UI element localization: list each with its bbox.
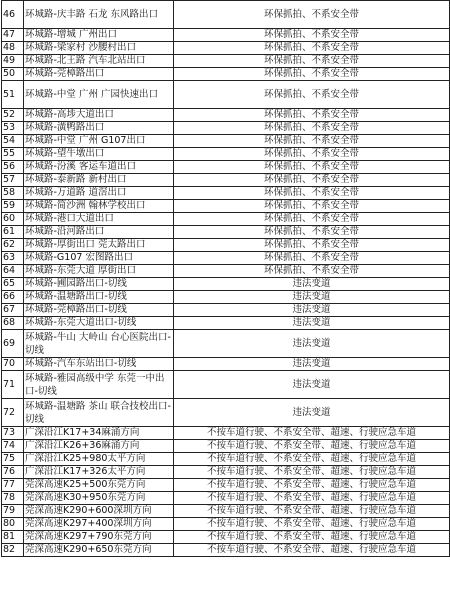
table-row bbox=[2, 68, 450, 81]
table-row bbox=[2, 466, 450, 479]
row-number-cell: 46 bbox=[2, 1, 24, 29]
row-number-cell: 58 bbox=[2, 187, 24, 200]
location-cell: 广深沿江K25+980太平方向 bbox=[24, 453, 174, 466]
violation-type-cell: 违法变道 bbox=[174, 330, 450, 358]
location-cell: 环城路-高埗大道出口 bbox=[24, 109, 174, 122]
location-cell: 环城路-汾溪 客运车道出口 bbox=[24, 161, 174, 174]
row-number-cell: 56 bbox=[2, 161, 24, 174]
location-cell: 环城路-望牛墩出口 bbox=[24, 148, 174, 161]
table-row bbox=[2, 55, 450, 68]
row-number-cell: 50 bbox=[2, 68, 24, 81]
table-row bbox=[2, 81, 450, 109]
violation-type-cell: 不按车道行驶、不系安全带、超速、行驶应急车道 bbox=[174, 427, 450, 440]
violation-type-cell: 环保抓拍、不系安全带 bbox=[174, 135, 450, 148]
table-row bbox=[2, 531, 450, 544]
violation-type-cell: 环保抓拍、不系安全带 bbox=[174, 265, 450, 278]
location-cell: 环城路-北王路 汽车北站出口 bbox=[24, 55, 174, 68]
table-row bbox=[2, 200, 450, 213]
violation-type-cell: 环保抓拍、不系安全带 bbox=[174, 122, 450, 135]
row-number-cell: 59 bbox=[2, 200, 24, 213]
row-number-cell: 70 bbox=[2, 358, 24, 371]
table-row bbox=[2, 291, 450, 304]
violation-type-cell: 环保抓拍、不系安全带 bbox=[174, 29, 450, 42]
table-row bbox=[2, 278, 450, 291]
row-number-cell: 81 bbox=[2, 531, 24, 544]
location-cell: 环城路-汽车东站出口-切线 bbox=[24, 358, 174, 371]
violation-type-cell: 环保抓拍、不系安全带 bbox=[174, 1, 450, 29]
violation-type-cell: 违法变道 bbox=[174, 317, 450, 330]
location-cell: 环城路-梁家村 沙腰村出口 bbox=[24, 42, 174, 55]
violation-type-cell: 环保抓拍、不系安全带 bbox=[174, 161, 450, 174]
location-cell: 环城路-厚街出口 莞太路出口 bbox=[24, 239, 174, 252]
row-number-cell: 47 bbox=[2, 29, 24, 42]
table-row bbox=[2, 122, 450, 135]
row-number-cell: 73 bbox=[2, 427, 24, 440]
row-number-cell: 61 bbox=[2, 226, 24, 239]
violation-type-cell: 违法变道 bbox=[174, 399, 450, 427]
violation-type-cell: 不按车道行驶、不系安全带、超速、行驶应急车道 bbox=[174, 440, 450, 453]
violation-type-cell: 环保抓拍、不系安全带 bbox=[174, 109, 450, 122]
violation-type-cell: 不按车道行驶、不系安全带、超速、行驶应急车道 bbox=[174, 453, 450, 466]
row-number-cell: 67 bbox=[2, 304, 24, 317]
row-number-cell: 75 bbox=[2, 453, 24, 466]
table-row bbox=[2, 187, 450, 200]
location-cell: 环城路-万道路 道滘出口 bbox=[24, 187, 174, 200]
table-row bbox=[2, 317, 450, 330]
table-row bbox=[2, 544, 450, 557]
location-cell: 环城路-增城 广州出口 bbox=[24, 29, 174, 42]
row-number-cell: 64 bbox=[2, 265, 24, 278]
location-cell: 环城路-庆丰路 石龙 东风路出口 bbox=[24, 1, 174, 29]
row-number-cell: 66 bbox=[2, 291, 24, 304]
location-cell: 环城路-中堂 广州 广园快速出口 bbox=[24, 81, 174, 109]
row-number-cell: 76 bbox=[2, 466, 24, 479]
row-number-cell: 54 bbox=[2, 135, 24, 148]
violation-type-cell: 不按车道行驶、不系安全带、超速、行驶应急车道 bbox=[174, 466, 450, 479]
location-cell: 广深沿江K26+36麻涌方向 bbox=[24, 440, 174, 453]
row-number-cell: 69 bbox=[2, 330, 24, 358]
table-row bbox=[2, 252, 450, 265]
violation-type-cell: 不按车道行驶、不系安全带、超速、行驶应急车道 bbox=[174, 505, 450, 518]
violation-type-cell: 环保抓拍、不系安全带 bbox=[174, 148, 450, 161]
violation-type-cell: 不按车道行驶、不系安全带、超速、行驶应急车道 bbox=[174, 544, 450, 557]
violation-type-cell: 不按车道行驶、不系安全带、超速、行驶应急车道 bbox=[174, 479, 450, 492]
row-number-cell: 53 bbox=[2, 122, 24, 135]
location-cell: 莞深高速K290+600深圳方向 bbox=[24, 505, 174, 518]
violation-type-cell: 环保抓拍、不系安全带 bbox=[174, 42, 450, 55]
row-number-cell: 71 bbox=[2, 371, 24, 399]
row-number-cell: 77 bbox=[2, 479, 24, 492]
table-row bbox=[2, 330, 450, 358]
table-row bbox=[2, 427, 450, 440]
row-number-cell: 80 bbox=[2, 518, 24, 531]
table-row bbox=[2, 505, 450, 518]
location-cell: 莞深高速K297+400深圳方向 bbox=[24, 518, 174, 531]
row-number-cell: 78 bbox=[2, 492, 24, 505]
table-row bbox=[2, 399, 450, 427]
row-number-cell: 57 bbox=[2, 174, 24, 187]
violation-type-cell: 环保抓拍、不系安全带 bbox=[174, 239, 450, 252]
table-row bbox=[2, 492, 450, 505]
row-number-cell: 72 bbox=[2, 399, 24, 427]
table-row bbox=[2, 148, 450, 161]
violation-type-cell: 违法变道 bbox=[174, 291, 450, 304]
violation-type-cell: 违法变道 bbox=[174, 304, 450, 317]
table-row bbox=[2, 358, 450, 371]
row-number-cell: 65 bbox=[2, 278, 24, 291]
location-cell: 环城路-泰新路 新村出口 bbox=[24, 174, 174, 187]
violation-type-cell: 违法变道 bbox=[174, 358, 450, 371]
row-number-cell: 49 bbox=[2, 55, 24, 68]
violation-type-cell: 环保抓拍、不系安全带 bbox=[174, 200, 450, 213]
violation-type-cell: 环保抓拍、不系安全带 bbox=[174, 174, 450, 187]
table-row bbox=[2, 479, 450, 492]
location-cell: 莞深高速K25+500东莞方向 bbox=[24, 479, 174, 492]
camera-location-table bbox=[1, 0, 450, 557]
location-cell: 广深沿江K17+326太平方向 bbox=[24, 466, 174, 479]
row-number-cell: 48 bbox=[2, 42, 24, 55]
location-cell: 广深沿江K17+34麻涌方向 bbox=[24, 427, 174, 440]
location-cell: 环城路-莞樟路出口-切线 bbox=[24, 304, 174, 317]
location-cell: 环城路-简沙洲 翰林学校出口 bbox=[24, 200, 174, 213]
table-row bbox=[2, 453, 450, 466]
row-number-cell: 51 bbox=[2, 81, 24, 109]
table-body bbox=[2, 1, 450, 557]
row-number-cell: 63 bbox=[2, 252, 24, 265]
table-row bbox=[2, 42, 450, 55]
table-row bbox=[2, 135, 450, 148]
violation-type-cell: 违法变道 bbox=[174, 278, 450, 291]
location-cell: 环城路-牛山 大岭山 台心医院出口-切线 bbox=[24, 330, 174, 358]
row-number-cell: 52 bbox=[2, 109, 24, 122]
violation-type-cell: 环保抓拍、不系安全带 bbox=[174, 55, 450, 68]
violation-type-cell: 不按车道行驶、不系安全带、超速、行驶应急车道 bbox=[174, 518, 450, 531]
row-number-cell: 68 bbox=[2, 317, 24, 330]
location-cell: 莞深高速K30+950东莞方向 bbox=[24, 492, 174, 505]
violation-type-cell: 违法变道 bbox=[174, 371, 450, 399]
location-cell: 环城路-莞樟路出口 bbox=[24, 68, 174, 81]
table-row bbox=[2, 213, 450, 226]
table-row bbox=[2, 1, 450, 29]
table-row bbox=[2, 239, 450, 252]
row-number-cell: 82 bbox=[2, 544, 24, 557]
table-row bbox=[2, 265, 450, 278]
table-row bbox=[2, 304, 450, 317]
location-cell: 莞深高速K290+650东莞方向 bbox=[24, 544, 174, 557]
row-number-cell: 55 bbox=[2, 148, 24, 161]
violation-type-cell: 环保抓拍、不系安全带 bbox=[174, 213, 450, 226]
violation-type-cell: 环保抓拍、不系安全带 bbox=[174, 81, 450, 109]
violation-type-cell: 不按车道行驶、不系安全带、超速、行驶应急车道 bbox=[174, 492, 450, 505]
table-row bbox=[2, 226, 450, 239]
table-row bbox=[2, 518, 450, 531]
table-row bbox=[2, 440, 450, 453]
table-row bbox=[2, 174, 450, 187]
row-number-cell: 79 bbox=[2, 505, 24, 518]
location-cell: 环城路-G107 宏图路出口 bbox=[24, 252, 174, 265]
row-number-cell: 62 bbox=[2, 239, 24, 252]
violation-type-cell: 不按车道行驶、不系安全带、超速、行驶应急车道 bbox=[174, 531, 450, 544]
location-cell: 环城路-港口大道出口 bbox=[24, 213, 174, 226]
violation-type-cell: 环保抓拍、不系安全带 bbox=[174, 226, 450, 239]
table-row bbox=[2, 371, 450, 399]
location-cell: 莞深高速K297+790东莞方向 bbox=[24, 531, 174, 544]
table-row bbox=[2, 161, 450, 174]
table-row bbox=[2, 29, 450, 42]
location-cell: 环城路-东莞大道 厚街出口 bbox=[24, 265, 174, 278]
row-number-cell: 74 bbox=[2, 440, 24, 453]
location-cell: 环城路-潢鸭路出口 bbox=[24, 122, 174, 135]
location-cell: 环城路-沿河路出口 bbox=[24, 226, 174, 239]
row-number-cell: 60 bbox=[2, 213, 24, 226]
violation-type-cell: 环保抓拍、不系安全带 bbox=[174, 187, 450, 200]
location-cell: 环城路-温塘路 茶山 联合技校出口-切线 bbox=[24, 399, 174, 427]
location-cell: 环城路-温塘路出口-切线 bbox=[24, 291, 174, 304]
location-cell: 环城路-中堂 广州 G107出口 bbox=[24, 135, 174, 148]
location-cell: 环城路-雅园高级中学 东莞一中出口-切线 bbox=[24, 371, 174, 399]
location-cell: 环城路-圃园路出口-切线 bbox=[24, 278, 174, 291]
location-cell: 环城路-东莞大道出口-切线 bbox=[24, 317, 174, 330]
table-row bbox=[2, 109, 450, 122]
violation-type-cell: 环保抓拍、不系安全带 bbox=[174, 252, 450, 265]
violation-type-cell: 环保抓拍、不系安全带 bbox=[174, 68, 450, 81]
